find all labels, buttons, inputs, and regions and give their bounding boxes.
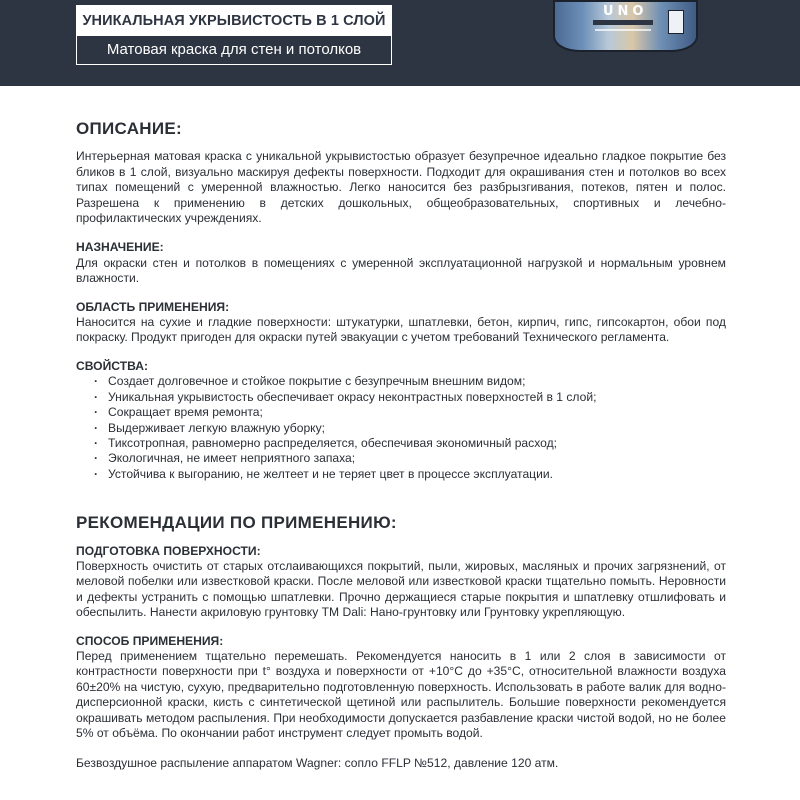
list-item: · Устойчива к выгоранию, не желтеет и не теряет цвет в процессе эксплуатации.: [76, 467, 726, 482]
method-title: СПОСОБ ПРИМЕНЕНИЯ:: [76, 633, 224, 648]
method-text: Перед применением тщательно перемешать. Рекомендуется наносить в 1 или 2 слоя в зависимости от контрастности поверхности при t° воздуха и поверхности от +10°С до +35°С, относительной влажности воздуха 60±20% на чистую, сухую, предварительно подготовленную поверхность. Использовать в работе валик для водно-дисперсионной краски, кисть с синтетической щетиной или распылитель. Большие поверхности рекомендуется окрашивать методом распыления. При необходимости допускается разбавление краски чистой водой, но не более 5% от объёма. По окончании работ инструмент следует промыть водой.: [76, 648, 726, 740]
list-item: · Экологичная, не имеет неприятного запаха;: [76, 451, 726, 466]
description-text: Интерьерная матовая краска с уникальной укрывистостью образует безупречное идеально гладкое покрытие без бликов в 1 слой, визуально маскируя дефекты поверхности. Подходит для окрашивания стен и потолков во всех типах помещений с умеренной влажностью. Легко наносится без разбрызгивания, потеков, пятен и полос. Разрешена к применению в детских дошкольных, общеобразовательных, спортивных и лечебно-профилактических учреждениях.: [76, 149, 726, 226]
can-qr-badge: [668, 10, 684, 34]
purpose-title: НАЗНАЧЕНИЕ:: [76, 240, 164, 255]
properties-title: СВОЙСТВА:: [76, 358, 148, 373]
tag-title: УНИКАЛЬНАЯ УКРЫВИСТОСТЬ В 1 СЛОЙ: [77, 6, 391, 36]
airless-text: Безвоздушное распыление аппаратом Wagner: сопло FFLP №512, давление 120 атм.: [76, 756, 559, 771]
paint-can-image: [553, 0, 698, 52]
can-label-strip: [593, 20, 653, 25]
can-logo: UNO: [603, 4, 648, 19]
document-body: [76, 86, 726, 772]
scope-title: ОБЛАСТЬ ПРИМЕНЕНИЯ:: [76, 299, 230, 314]
list-item: · Создает долговечное и стойкое покрытие с безупречным внешним видом;: [76, 374, 726, 389]
list-item: · Выдерживает легкую влажную уборку;: [76, 421, 726, 436]
preparation-text: Поверхность очистить от старых отслаивающихся покрытий, пыли, жировых, масляных и прочих загрязнений, от меловой побелки или известковой краски. После меловой или известковой краски тщательно помыть. Неровности и дефекты устранить с помощью шпатлевки. Прочно держащиеся старые покрытия и шпатлевку отшлифовать и обеспылить. Нанести акриловую грунтовку ТМ Dali: Нано-грунтовку или Грунтовку укрепляющую.: [76, 558, 726, 620]
recommendations-title: РЕКОМЕНДАЦИИ ПО ПРИМЕНЕНИЮ:: [76, 513, 397, 533]
tag-subtitle: Матовая краска для стен и потолков: [106, 41, 362, 58]
purpose-text: Для окраски стен и потолков в помещениях с умеренной эксплуатационной нагрузкой и нормальным уровнем влажности.: [76, 255, 726, 286]
list-item: · Уникальная укрывистость обеспечивает окрасу неконтрастных поверхностей в 1 слой;: [76, 390, 726, 405]
can-stripe: [595, 29, 651, 31]
properties-list: [76, 374, 726, 482]
product-tag: [76, 5, 392, 65]
header-banner: [0, 0, 800, 86]
scope-text: Наносится на сухие и гладкие поверхности: штукатурки, шпатлевки, бетон, кирпич, гипс, гипсокартон, обои под покраску. Продукт пригоден для окраски путей эвакуации с учетом требований Технического регламента.: [76, 315, 726, 345]
list-item: · Сокращает время ремонта;: [76, 405, 726, 420]
preparation-title: ПОДГОТОВКА ПОВЕРХНОСТИ:: [76, 543, 261, 558]
list-item: · Тиксотропная, равномерно распределяется, обеспечивая экономичный расход;: [76, 436, 726, 451]
description-title: ОПИСАНИЕ:: [76, 119, 182, 138]
